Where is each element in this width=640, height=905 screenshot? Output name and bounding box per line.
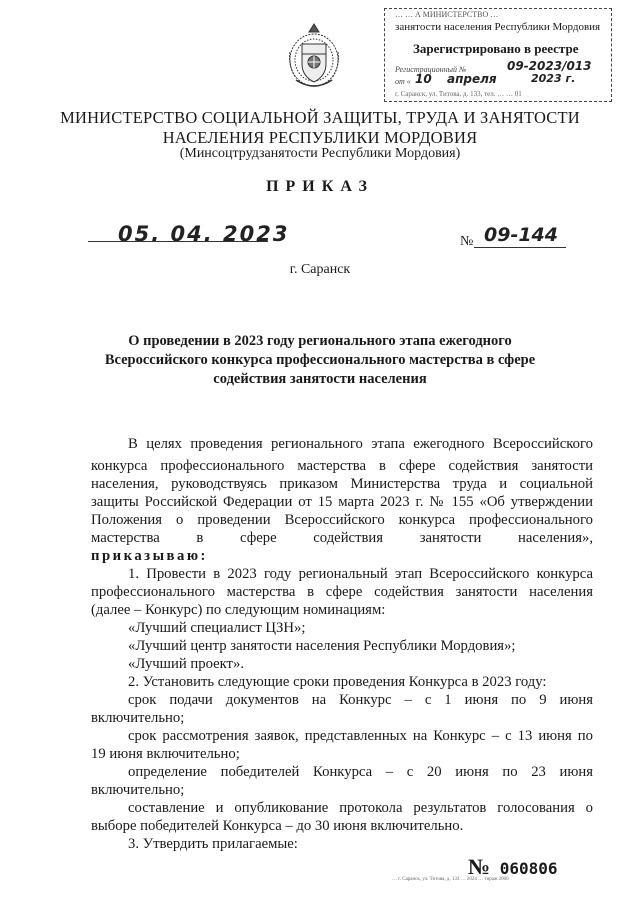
ministry-name-line-1: МИНИСТЕРСТВО СОЦИАЛЬНОЙ ЗАЩИТЫ, ТРУДА И ЗАНЯТОСТИ [60,108,580,127]
order-number-label: № [460,234,474,249]
body-line: (далее – Конкурс) по следующим номинациям: [91,602,386,618]
nomination-item: «Лучший проект». [128,656,244,672]
nomination-item: «Лучший центр занятости населения Республики Мордовия»; [128,638,516,654]
stamp-reg-label: Регистрационный № [395,65,467,74]
printing-footer: … г. Саранск, ул. Титова, д. 133 … 2024 … тираж 2000 [392,877,509,882]
city: г. Саранск [289,262,351,277]
stamp-address: г. Саранск, ул. Титова, д. 133, тел. … … 01 [395,90,522,98]
ministry-short-name: (Минсоцтрудзанятости Республики Мордовия) [179,146,461,161]
number-underline [474,247,566,248]
stamp-date-day: 10 [415,72,432,86]
stamp-line-2: занятости населения Республики Мордовия [395,21,601,33]
body-line: конкурса профессионального мастерства в сфере содействия занятости [91,458,593,474]
order-title-line: Всероссийского конкурса профессионального мастерства в сфере [104,352,536,368]
term-line: составление и опубликование протокола результатов голосования о [128,800,593,816]
term-line: срок подачи документов на Конкурс – с 1 июня по 9 июня [128,692,593,708]
coat-of-arms-icon [286,22,342,94]
stamp-date-prefix: от « [395,77,411,86]
body-line: населения, руководствуясь приказом Министерства труда и социальной [91,476,593,492]
body-line: профессионального мастерства в сфере содействия занятости населения [91,584,593,600]
serial-number-value: 060806 [499,859,558,878]
body-line: 2. Установить следующие сроки проведения Конкурса в 2023 году: [128,674,547,690]
stamp-line-1: … … А МИНИСТЕРСТВО … [395,10,499,19]
body-line: В целях проведения регионального этапа ежегодного Всероссийского [128,436,593,452]
prikazyvayu-word: приказываю: [91,548,208,564]
body-line: Положения о проведении Всероссийского конкурса профессионального [91,512,593,528]
order-title-line: содействия занятости населения [213,371,427,387]
serial-number-sign: № [468,854,491,879]
stamp-reg-number: 09-2023/013 [507,59,592,73]
ministry-name-line-2: НАСЕЛЕНИЯ РЕСПУБЛИКИ МОРДОВИЯ [162,128,478,147]
order-number: 09-144 [484,224,558,246]
order-date: 05. 04. 2023 [118,222,290,246]
date-underline [88,241,268,242]
body-line: защиты Российской Федерации от 15 марта 2023 г. № 155 «Об утверждении [91,494,593,510]
body-line: 1. Провести в 2023 году региональный этап Всероссийского конкурса [128,566,593,582]
term-line: определение победителей Конкурса – с 20 июня по 23 июня [128,764,593,780]
term-line: выборе победителей Конкурса – до 30 июня включительно. [91,818,464,834]
nomination-item: «Лучший специалист ЦЗН»; [128,620,306,636]
term-line: 19 июня включительно; [91,746,240,762]
body-line: 3. Утвердить прилагаемые: [128,836,298,852]
stamp-date-year: 2023 г. [531,72,576,85]
registration-stamp [384,8,612,102]
stamp-date-month: апреля [447,72,497,86]
term-line: включительно; [91,782,185,798]
order-title-line: О проведении в 2023 году регионального этапа ежегодного [128,333,512,349]
body-line: мастерства в сфере содействия занятости населения», [91,530,593,546]
term-line: срок рассмотрения заявок, представленных на Конкурс – с 13 июня по [128,728,593,744]
stamp-registered-title: Зарегистрировано в реестре [413,41,579,56]
term-line: включительно; [91,710,185,726]
document-type-heading: ПРИКАЗ [266,178,374,195]
